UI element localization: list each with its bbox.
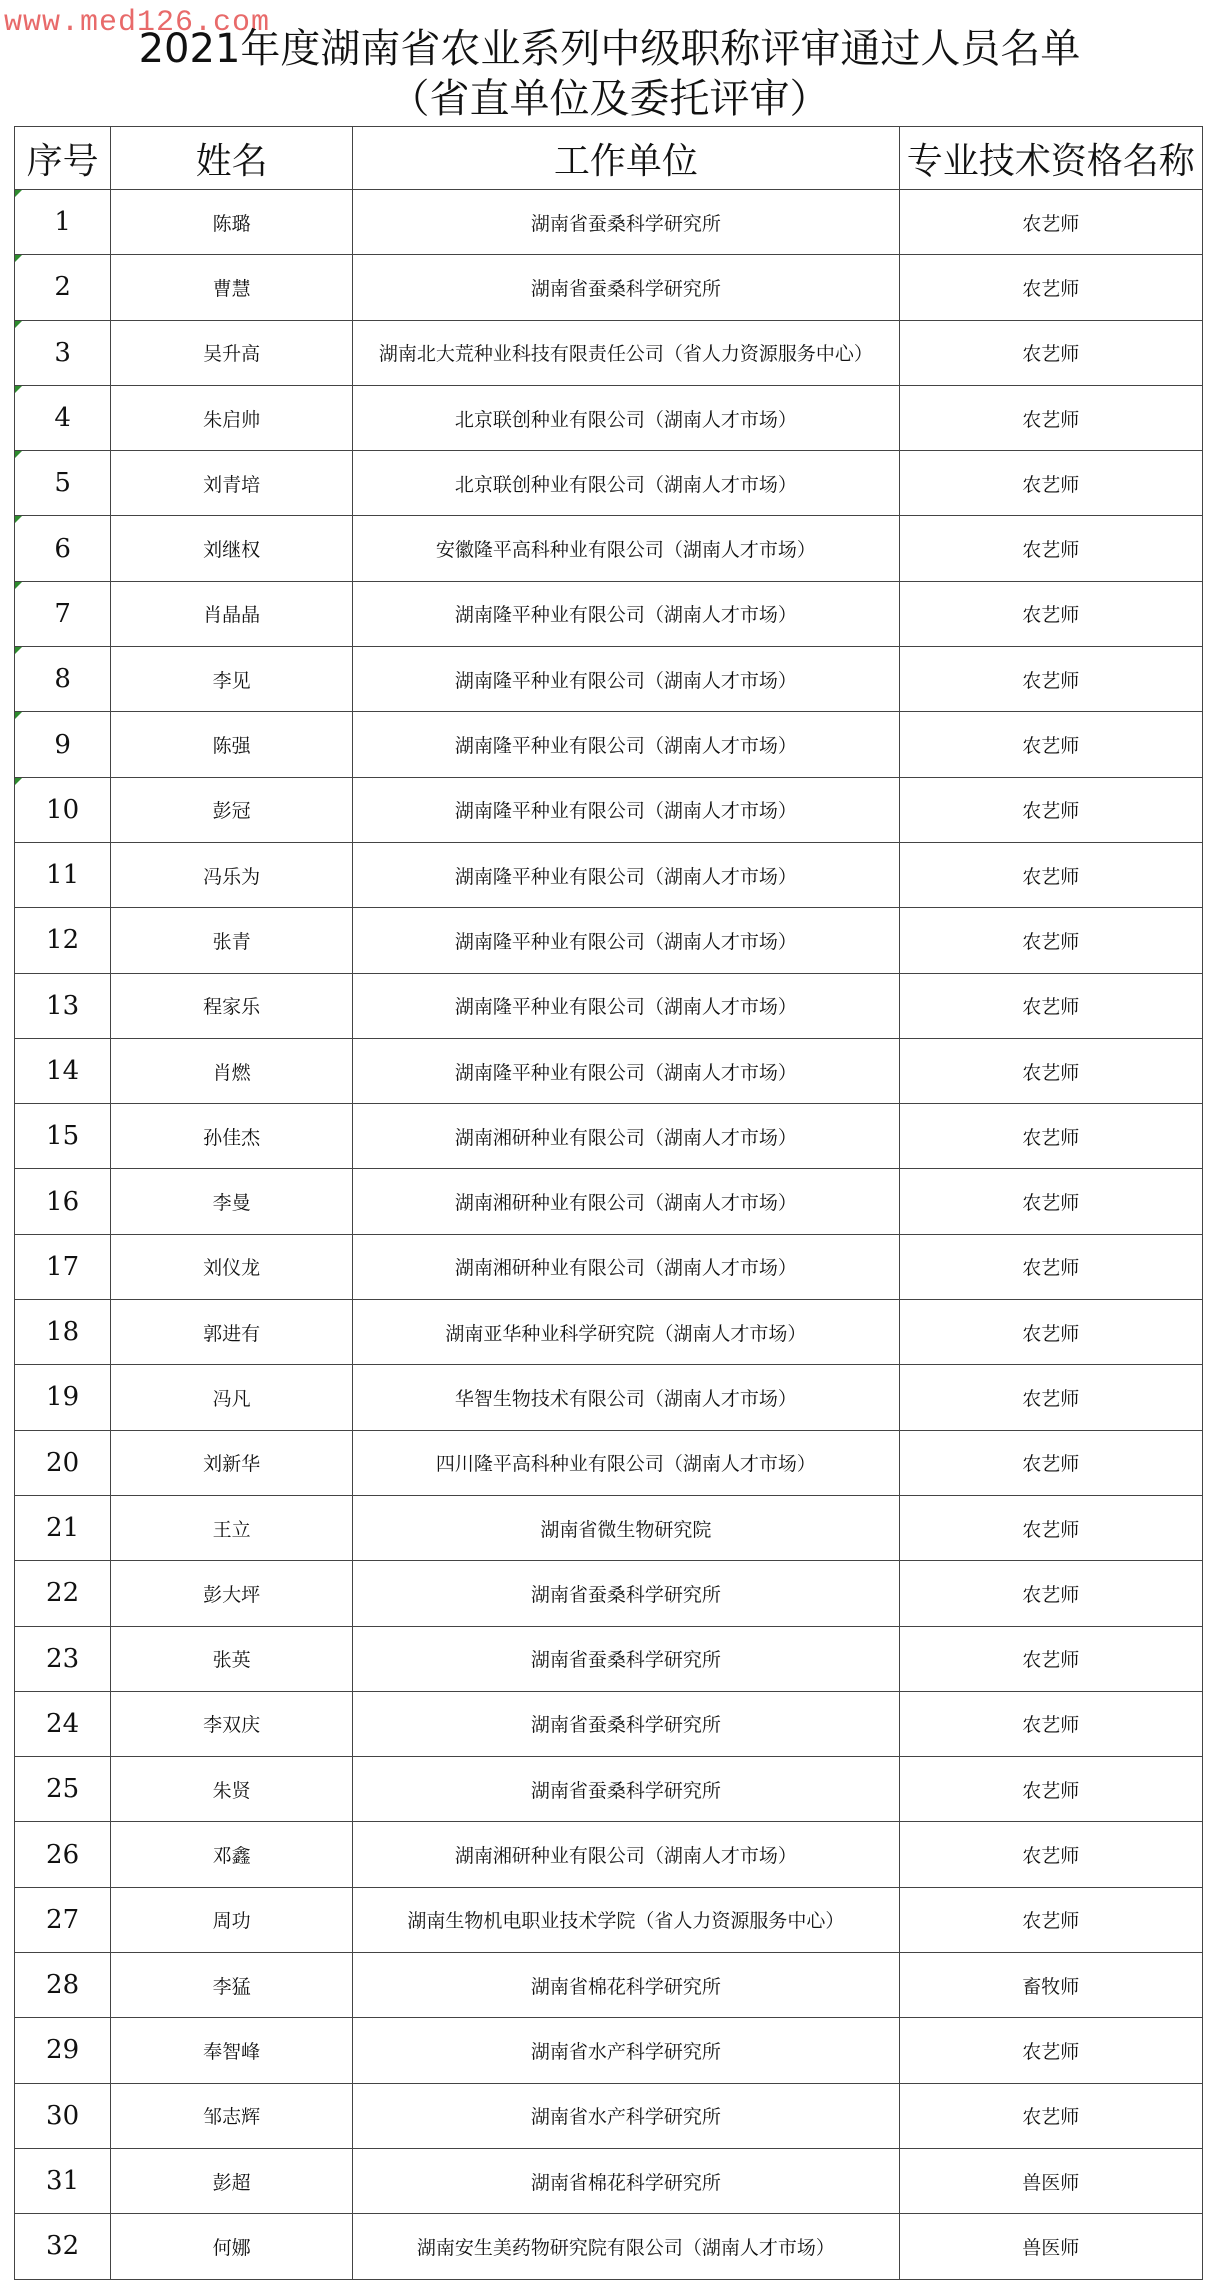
table-row	[15, 385, 1203, 450]
cell-no: 9	[15, 712, 111, 777]
cell-qual: 农艺师	[899, 2018, 1202, 2083]
cell-unit: 湖南湘研种业有限公司（湖南人才市场）	[353, 1822, 900, 1887]
watermark-text: www.med126.com	[4, 6, 271, 40]
cell-name: 肖晶晶	[111, 581, 353, 646]
cell-qual: 农艺师	[899, 385, 1202, 450]
cell-qual: 农艺师	[899, 255, 1202, 320]
cell-qual: 农艺师	[899, 1757, 1202, 1822]
cell-unit: 湖南省蚕桑科学研究所	[353, 1757, 900, 1822]
cell-qual: 农艺师	[899, 320, 1202, 385]
cell-no: 10	[15, 777, 111, 842]
cell-qual: 农艺师	[899, 1234, 1202, 1299]
cell-comment-marker	[15, 255, 22, 262]
cell-no: 30	[15, 2083, 111, 2148]
cell-unit: 四川隆平高科种业有限公司（湖南人才市场）	[353, 1430, 900, 1495]
cell-name: 刘仪龙	[111, 1234, 353, 1299]
table-row	[15, 973, 1203, 1038]
cell-no: 29	[15, 2018, 111, 2083]
table-body	[15, 190, 1203, 2280]
cell-qual: 兽医师	[899, 2214, 1202, 2279]
cell-qual: 农艺师	[899, 1626, 1202, 1691]
cell-unit: 湖南省水产科学研究所	[353, 2018, 900, 2083]
cell-name: 孙佳杰	[111, 1104, 353, 1169]
table-row	[15, 1365, 1203, 1430]
cell-unit: 湖南隆平种业有限公司（湖南人才市场）	[353, 647, 900, 712]
cell-unit: 湖南湘研种业有限公司（湖南人才市场）	[353, 1169, 900, 1234]
cell-unit: 湖南隆平种业有限公司（湖南人才市场）	[353, 973, 900, 1038]
cell-unit: 湖南省棉花科学研究所	[353, 1953, 900, 2018]
table-row	[15, 2018, 1203, 2083]
table-row	[15, 1691, 1203, 1756]
cell-name: 王立	[111, 1495, 353, 1560]
cell-name: 张英	[111, 1626, 353, 1691]
cell-name: 李双庆	[111, 1691, 353, 1756]
cell-qual: 农艺师	[899, 1038, 1202, 1103]
cell-comment-marker	[15, 582, 22, 589]
cell-unit: 北京联创种业有限公司（湖南人才市场）	[353, 385, 900, 450]
header-unit: 工作单位	[353, 127, 900, 190]
cell-unit: 湖南省蚕桑科学研究所	[353, 255, 900, 320]
table-row	[15, 842, 1203, 907]
table-row	[15, 1169, 1203, 1234]
table-row	[15, 255, 1203, 320]
cell-qual: 农艺师	[899, 842, 1202, 907]
header-name: 姓名	[111, 127, 353, 190]
cell-comment-marker	[15, 386, 22, 393]
table-row	[15, 1038, 1203, 1103]
cell-unit: 湖南北大荒种业科技有限责任公司（省人力资源服务中心）	[353, 320, 900, 385]
table-row	[15, 2083, 1203, 2148]
cell-qual: 农艺师	[899, 647, 1202, 712]
cell-name: 李猛	[111, 1953, 353, 2018]
cell-no: 4	[15, 385, 111, 450]
cell-qual: 农艺师	[899, 581, 1202, 646]
cell-name: 李曼	[111, 1169, 353, 1234]
table-row	[15, 647, 1203, 712]
cell-name: 朱启帅	[111, 385, 353, 450]
cell-unit: 湖南隆平种业有限公司（湖南人才市场）	[353, 712, 900, 777]
cell-qual: 农艺师	[899, 1887, 1202, 1952]
cell-qual: 农艺师	[899, 908, 1202, 973]
table-row	[15, 581, 1203, 646]
cell-qual: 农艺师	[899, 451, 1202, 516]
cell-qual: 农艺师	[899, 1169, 1202, 1234]
cell-qual: 农艺师	[899, 973, 1202, 1038]
cell-no: 21	[15, 1495, 111, 1560]
cell-unit: 湖南生物机电职业技术学院（省人力资源服务中心）	[353, 1887, 900, 1952]
page-title: 2021年度湖南省农业系列中级职称评审通过人员名单	[138, 26, 1081, 72]
table-row	[15, 190, 1203, 255]
cell-no: 27	[15, 1887, 111, 1952]
cell-unit: 湖南湘研种业有限公司（湖南人才市场）	[353, 1234, 900, 1299]
table-row	[15, 1495, 1203, 1560]
cell-qual: 农艺师	[899, 712, 1202, 777]
cell-no: 23	[15, 1626, 111, 1691]
cell-no: 19	[15, 1365, 111, 1430]
cell-no: 32	[15, 2214, 111, 2279]
cell-unit: 湖南省微生物研究院	[353, 1495, 900, 1560]
cell-name: 冯乐为	[111, 842, 353, 907]
cell-no: 28	[15, 1953, 111, 2018]
cell-name: 陈强	[111, 712, 353, 777]
table-row	[15, 777, 1203, 842]
cell-unit: 湖南省棉花科学研究所	[353, 2148, 900, 2213]
cell-no: 24	[15, 1691, 111, 1756]
cell-no: 17	[15, 1234, 111, 1299]
table-row	[15, 1104, 1203, 1169]
cell-name: 张青	[111, 908, 353, 973]
cell-qual: 农艺师	[899, 1691, 1202, 1756]
cell-comment-marker	[15, 647, 22, 654]
cell-qual: 农艺师	[899, 1300, 1202, 1365]
cell-unit: 湖南隆平种业有限公司（湖南人才市场）	[353, 1038, 900, 1103]
cell-comment-marker	[15, 778, 22, 785]
table-row	[15, 1757, 1203, 1822]
cell-qual: 农艺师	[899, 777, 1202, 842]
cell-qual: 农艺师	[899, 516, 1202, 581]
cell-name: 肖燃	[111, 1038, 353, 1103]
cell-unit: 安徽隆平高科种业有限公司（湖南人才市场）	[353, 516, 900, 581]
cell-no: 11	[15, 842, 111, 907]
cell-no: 31	[15, 2148, 111, 2213]
cell-qual: 农艺师	[899, 1561, 1202, 1626]
table-row	[15, 320, 1203, 385]
cell-name: 周功	[111, 1887, 353, 1952]
cell-comment-marker	[15, 451, 22, 458]
cell-name: 邹志辉	[111, 2083, 353, 2148]
cell-unit: 湖南省蚕桑科学研究所	[353, 190, 900, 255]
cell-unit: 湖南隆平种业有限公司（湖南人才市场）	[353, 908, 900, 973]
cell-no: 16	[15, 1169, 111, 1234]
table-row	[15, 1430, 1203, 1495]
table-header-row	[15, 127, 1203, 190]
cell-comment-marker	[15, 321, 22, 328]
cell-no: 2	[15, 255, 111, 320]
page-subtitle: （省直单位及委托评审）	[389, 76, 830, 122]
cell-unit: 湖南隆平种业有限公司（湖南人才市场）	[353, 581, 900, 646]
cell-qual: 农艺师	[899, 1822, 1202, 1887]
cell-unit: 华智生物技术有限公司（湖南人才市场）	[353, 1365, 900, 1430]
cell-unit: 湖南省水产科学研究所	[353, 2083, 900, 2148]
cell-unit: 北京联创种业有限公司（湖南人才市场）	[353, 451, 900, 516]
table-row	[15, 1234, 1203, 1299]
cell-unit: 湖南安生美药物研究院有限公司（湖南人才市场）	[353, 2214, 900, 2279]
cell-no: 18	[15, 1300, 111, 1365]
cell-name: 朱贤	[111, 1757, 353, 1822]
cell-no: 13	[15, 973, 111, 1038]
cell-name: 郭进有	[111, 1300, 353, 1365]
cell-no: 5	[15, 451, 111, 516]
cell-qual: 农艺师	[899, 1495, 1202, 1560]
table-row	[15, 2214, 1203, 2279]
cell-name: 彭超	[111, 2148, 353, 2213]
table-row	[15, 712, 1203, 777]
cell-no: 26	[15, 1822, 111, 1887]
table-row	[15, 1561, 1203, 1626]
table-row	[15, 1300, 1203, 1365]
cell-no: 1	[15, 190, 111, 255]
cell-qual: 畜牧师	[899, 1953, 1202, 2018]
cell-name: 彭大坪	[111, 1561, 353, 1626]
cell-name: 何娜	[111, 2214, 353, 2279]
cell-unit: 湖南湘研种业有限公司（湖南人才市场）	[353, 1104, 900, 1169]
cell-no: 25	[15, 1757, 111, 1822]
cell-unit: 湖南省蚕桑科学研究所	[353, 1561, 900, 1626]
cell-no: 15	[15, 1104, 111, 1169]
cell-no: 14	[15, 1038, 111, 1103]
cell-no: 22	[15, 1561, 111, 1626]
results-table	[14, 126, 1203, 2280]
cell-no: 8	[15, 647, 111, 712]
cell-qual: 农艺师	[899, 1365, 1202, 1430]
table-row	[15, 1626, 1203, 1691]
table-row	[15, 1822, 1203, 1887]
table-row	[15, 1887, 1203, 1952]
cell-no: 12	[15, 908, 111, 973]
cell-qual: 农艺师	[899, 2083, 1202, 2148]
cell-name: 奉智峰	[111, 2018, 353, 2083]
cell-no: 20	[15, 1430, 111, 1495]
cell-name: 程家乐	[111, 973, 353, 1038]
cell-comment-marker	[15, 516, 22, 523]
cell-name: 冯凡	[111, 1365, 353, 1430]
cell-name: 吴升高	[111, 320, 353, 385]
cell-qual: 兽医师	[899, 2148, 1202, 2213]
cell-qual: 农艺师	[899, 1104, 1202, 1169]
cell-qual: 农艺师	[899, 190, 1202, 255]
cell-unit: 湖南省蚕桑科学研究所	[353, 1691, 900, 1756]
cell-name: 刘继权	[111, 516, 353, 581]
cell-name: 刘青培	[111, 451, 353, 516]
cell-unit: 湖南隆平种业有限公司（湖南人才市场）	[353, 842, 900, 907]
cell-name: 刘新华	[111, 1430, 353, 1495]
cell-no: 7	[15, 581, 111, 646]
cell-unit: 湖南亚华种业科学研究院（湖南人才市场）	[353, 1300, 900, 1365]
cell-comment-marker	[15, 190, 22, 197]
table-row	[15, 2148, 1203, 2213]
cell-comment-marker	[15, 712, 22, 719]
table-row	[15, 1953, 1203, 2018]
cell-name: 曹慧	[111, 255, 353, 320]
table-row	[15, 516, 1203, 581]
cell-name: 邓鑫	[111, 1822, 353, 1887]
header-no: 序号	[15, 127, 111, 190]
cell-unit: 湖南省蚕桑科学研究所	[353, 1626, 900, 1691]
cell-no: 3	[15, 320, 111, 385]
header-qualification: 专业技术资格名称	[899, 127, 1202, 190]
cell-name: 陈璐	[111, 190, 353, 255]
cell-no: 6	[15, 516, 111, 581]
cell-name: 彭冠	[111, 777, 353, 842]
cell-qual: 农艺师	[899, 1430, 1202, 1495]
cell-unit: 湖南隆平种业有限公司（湖南人才市场）	[353, 777, 900, 842]
cell-name: 李见	[111, 647, 353, 712]
table-row	[15, 908, 1203, 973]
table-row	[15, 451, 1203, 516]
